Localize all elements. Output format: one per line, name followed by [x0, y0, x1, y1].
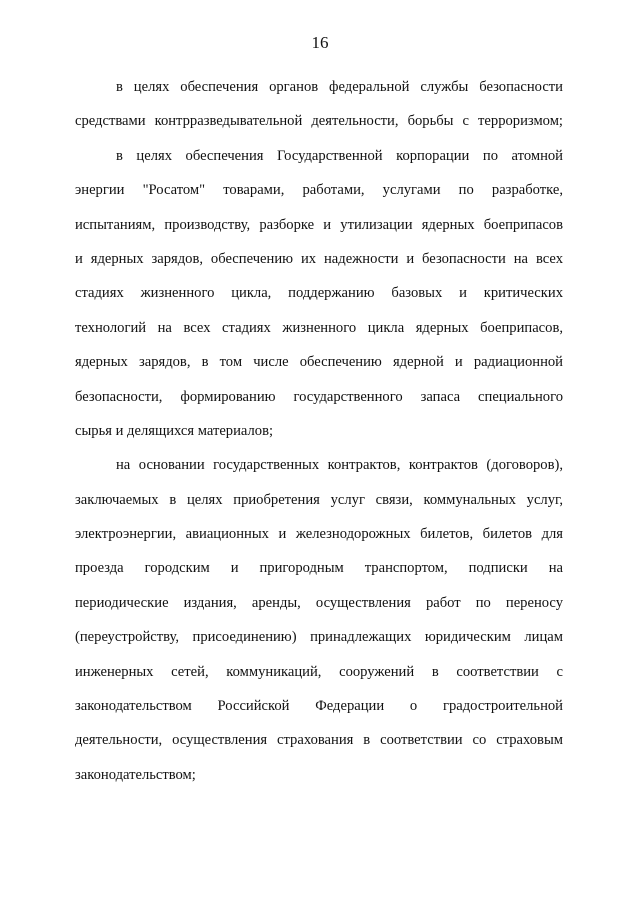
paragraph-2-line-2: энергии "Росатом" товарами, работами, услугами по разработке,: [75, 182, 563, 199]
paragraph-3-line-7: инженерных сетей, коммуникаций, сооружений в соответствии с: [75, 663, 563, 680]
paragraph-2-line-5: стадиях жизненного цикла, поддержанию базовых и критических: [75, 285, 563, 302]
paragraph-3-line-6: (переустройству, присоединению) принадлежащих юридическим лицам: [75, 629, 563, 646]
page-number: 16: [311, 33, 329, 52]
document-body: [75, 70, 563, 792]
paragraph-2-line-7: ядерных зарядов, в том числе обеспечению ядерной и радиационной: [75, 354, 563, 371]
paragraph-3-line-5: периодические издания, аренды, осуществления работ по переносу: [75, 594, 563, 611]
paragraph-3-line-8: законодательством Российской Федерации о градостроительной: [75, 698, 563, 715]
paragraph-2-line-1: в целях обеспечения Государственной корпорации по атомной: [116, 147, 563, 164]
paragraph-3-line-10: законодательством;: [75, 766, 196, 783]
paragraph-1-line-1: в целях обеспечения органов федеральной службы безопасности: [116, 79, 563, 95]
paragraph-2-line-6: технологий на всех стадиях жизненного цикла ядерных боеприпасов,: [75, 319, 563, 336]
paragraph-3-line-9: деятельности, осуществления страхования в соответствии со страховым: [75, 732, 563, 749]
paragraph-3-line-2: заключаемых в целях приобретения услуг связи, коммунальных услуг,: [75, 491, 563, 508]
paragraph-3-line-3: электроэнергии, авиационных и железнодорожных билетов, билетов для: [75, 526, 563, 543]
paragraph-2-line-9: сырья и делящихся материалов;: [75, 422, 274, 439]
paragraph-3-line-4: проезда городским и пригородным транспортом, подписки на: [75, 560, 563, 577]
paragraph-3-line-1: на основании государственных контрактов, контрактов (договоров),: [116, 457, 563, 474]
paragraph-1-line-2: средствами контрразведывательной деятельности, борьбы с терроризмом;: [75, 113, 563, 130]
paragraph-2-line-8: безопасности, формированию государственного запаса специального: [75, 388, 563, 405]
paragraph-2-line-3: испытаниям, производству, разборке и утилизации ядерных боеприпасов: [75, 216, 563, 233]
paragraph-2-line-4: и ядерных зарядов, обеспечению их надежности и безопасности на всех: [75, 250, 563, 267]
